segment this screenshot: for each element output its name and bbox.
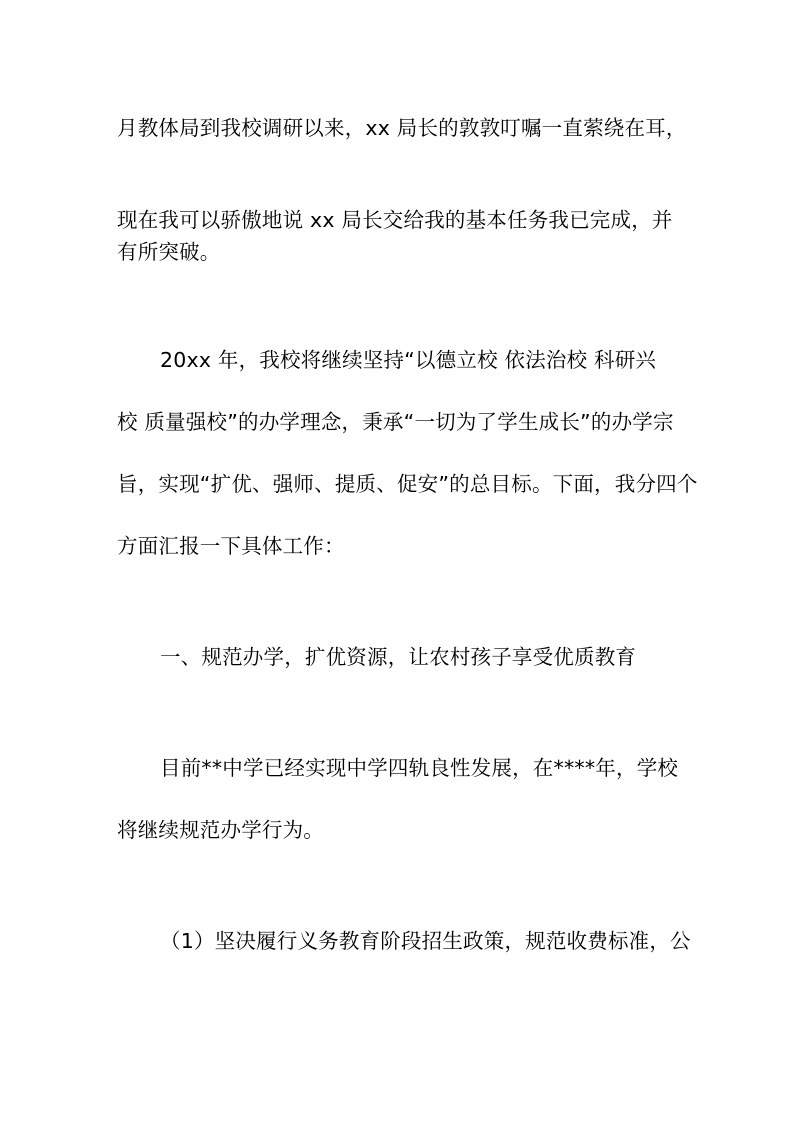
paragraph-3-line-2: 将继续规范办学行为。 bbox=[117, 818, 324, 842]
paragraph-2-line-1: 20xx 年，我校将继续坚持“以德立校 依法治校 科研兴 bbox=[160, 348, 657, 372]
paragraph-2-line-2: 校 质量强校”的办学理念，秉承“一切为了学生成长”的办学宗 bbox=[117, 410, 674, 434]
paragraph-4-line-1: （1）坚决履行义务教育阶段招生政策，规范收费标准，公 bbox=[160, 929, 691, 953]
paragraph-3-line-1: 目前**中学已经实现中学四轨良性发展，在****年，学校 bbox=[160, 756, 679, 780]
paragraph-1-line-1: 月教体局到我校调研以来，xx 局长的敦敦叮嘱一直萦绕在耳， bbox=[117, 116, 687, 140]
paragraph-2-line-4: 方面汇报一下具体工作： bbox=[117, 534, 345, 558]
paragraph-1-line-3: 有所突破。 bbox=[117, 240, 221, 264]
section-heading-1: 一、规范办学，扩优资源，让农村孩子享受优质教育 bbox=[160, 645, 637, 669]
paragraph-1-line-2: 现在我可以骄傲地说 xx 局长交给我的基本任务我已完成，并 bbox=[117, 208, 673, 232]
paragraph-2-line-3: 旨，实现“扩优、强师、提质、促安”的总目标。下面，我分四个 bbox=[117, 472, 698, 496]
